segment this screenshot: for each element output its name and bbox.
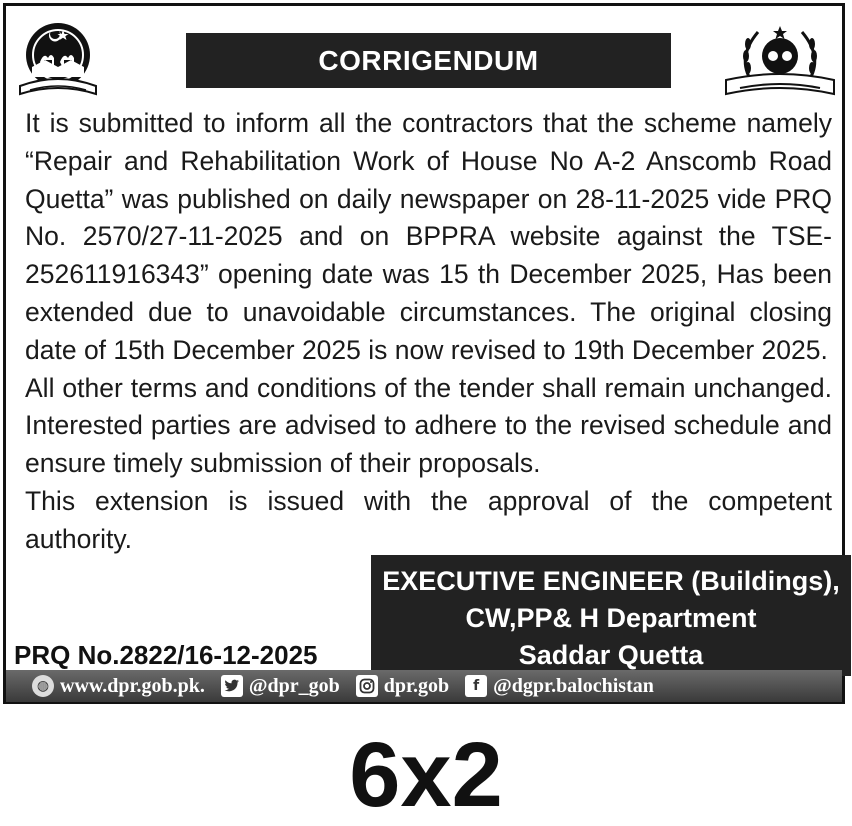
facebook-handle: @dgpr.balochistan [493,674,654,697]
facebook-icon: f [465,675,487,697]
twitter-link[interactable] [221,675,340,698]
notice-paragraph: All other terms and conditions of the tender shall remain unchanged. Interested parties are advised to adhere to the revised schedule and ensure timely submission of their proposals. [25,372,832,479]
ad-size-label: 6x2 [349,724,503,826]
advertisement-frame [3,3,845,704]
notice-paragraph: It is submitted to inform all the contractors that the scheme namely “Repair and Rehabilitation Work of House No A-2 Anscomb Road Quetta” was published on daily newspaper on 28-11-2025 vide PRQ No. 2570/27-11-2025 and on BPPRA website against the TSE-252611916343” opening date was 15 th December 2025, Has been extended due to unavoidable circumstances. The original closing date of 15th December 2025 is now revised to 19th December 2025. [25,108,832,365]
instagram-icon [356,675,378,697]
twitter-icon [221,675,243,697]
globe-icon: ◍ [32,675,54,697]
website-link[interactable] [32,675,205,698]
notice-paragraph: This extension is issued with the approval of the competent authority. [25,485,832,554]
balochistan-emblem-icon [18,20,110,104]
dgpr-emblem-icon [722,20,838,104]
footer-bar [6,670,842,702]
prq-number: PRQ No.2822/16-12-2025 [14,640,318,670]
instagram-link[interactable] [356,675,449,698]
website-text: www.dpr.gob.pk. [60,674,205,697]
signature-location: Saddar Quetta [518,640,704,670]
signature-department: CW,PP& H Department [465,603,757,633]
notice-body [25,105,832,559]
page-title: CORRIGENDUM [186,33,671,88]
twitter-handle: @dpr_gob [248,674,340,697]
signature-block [371,555,851,676]
signature-title: EXECUTIVE ENGINEER (Buildings), [382,566,840,596]
facebook-link[interactable] [465,675,654,698]
instagram-handle: dpr.gob [383,674,450,697]
